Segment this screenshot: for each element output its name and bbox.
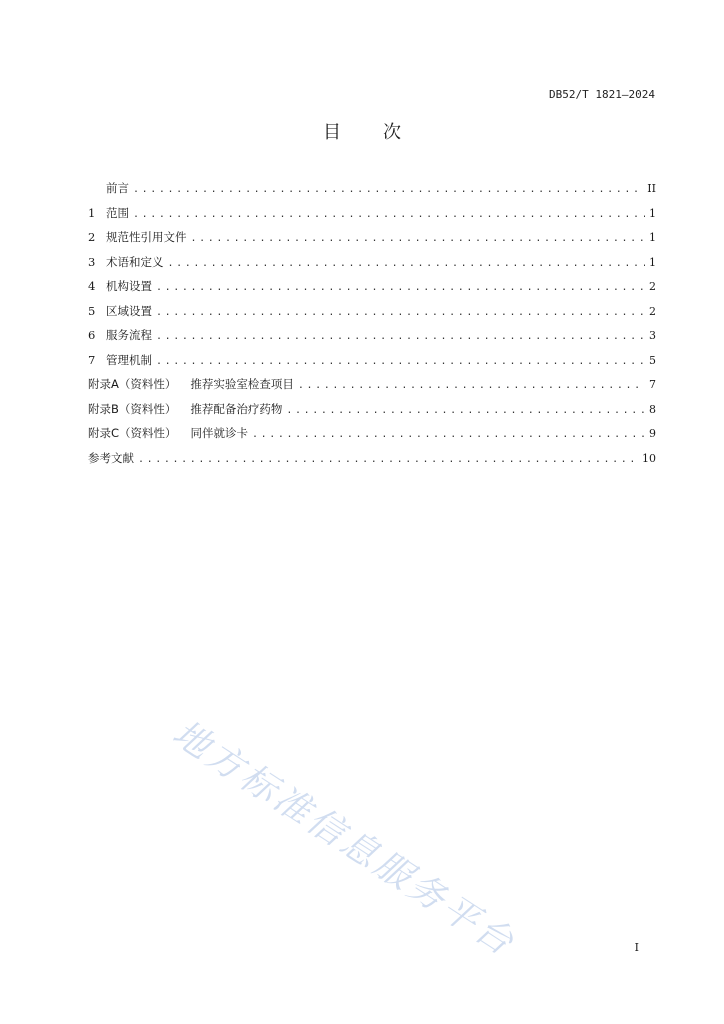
- toc-label: 机构设置: [106, 279, 152, 293]
- toc-leader: [168, 258, 646, 269]
- toc-number: 7: [88, 352, 96, 367]
- toc-label: 参考文献: [88, 450, 134, 465]
- toc-page: 1: [649, 255, 656, 269]
- toc-page: 1: [649, 231, 656, 244]
- table-of-contents: [88, 180, 656, 474]
- toc-entry[interactable]: [88, 327, 656, 352]
- toc-label: 规范性引用文件: [106, 230, 187, 244]
- toc-entry[interactable]: [88, 278, 656, 303]
- toc-number: 3: [88, 254, 96, 269]
- toc-page: 1: [649, 206, 656, 220]
- toc-label: 附录A（资料性）: [88, 377, 177, 391]
- toc-sublabel: 推荐实验室检查项目: [190, 377, 294, 391]
- toc-entry[interactable]: [88, 352, 656, 377]
- toc-entry[interactable]: [88, 425, 656, 450]
- toc-leader: [156, 282, 645, 293]
- toc-page: 9: [649, 427, 656, 440]
- toc-page: 10: [642, 451, 656, 465]
- page-title: [0, 118, 724, 144]
- toc-entry[interactable]: [88, 376, 656, 401]
- toc-entry[interactable]: [88, 180, 656, 205]
- toc-label: 术语和定义: [106, 254, 164, 269]
- toc-leader: [133, 209, 645, 220]
- page-number: I: [634, 941, 639, 954]
- toc-leader: [156, 331, 645, 342]
- toc-leader: [156, 307, 645, 318]
- toc-leader: [252, 429, 645, 440]
- toc-label: 附录C（资料性）: [88, 426, 177, 440]
- toc-page: 2: [649, 280, 656, 293]
- toc-sublabel: 推荐配备治疗药物: [190, 401, 283, 416]
- toc-page: 7: [649, 378, 656, 391]
- toc-label: 前言: [106, 181, 129, 195]
- toc-leader: [156, 356, 645, 367]
- toc-label: 附录B（资料性）: [88, 401, 177, 416]
- toc-number: 6: [88, 328, 96, 342]
- toc-number: 5: [88, 303, 96, 318]
- toc-entry[interactable]: [88, 254, 656, 279]
- toc-label: 区域设置: [106, 303, 152, 318]
- toc-page: 8: [649, 402, 656, 416]
- toc-page: 2: [649, 304, 656, 318]
- toc-entry[interactable]: [88, 450, 656, 475]
- toc-page: 5: [649, 353, 656, 367]
- toc-page: 3: [649, 329, 656, 342]
- watermark-text: 地方标准信息服务平台: [165, 712, 524, 966]
- toc-entry[interactable]: [88, 205, 656, 230]
- toc-entry[interactable]: [88, 303, 656, 328]
- toc-leader: [298, 380, 645, 391]
- title-char-1: 目: [323, 122, 341, 143]
- toc-label: 管理机制: [106, 352, 152, 367]
- toc-label: 范围: [106, 205, 129, 220]
- toc-leader: [138, 454, 638, 465]
- toc-entry[interactable]: [88, 401, 656, 426]
- toc-entry[interactable]: [88, 229, 656, 254]
- toc-leader: [133, 184, 643, 195]
- toc-number: 1: [88, 205, 96, 220]
- toc-number: 4: [88, 279, 96, 293]
- document-code: DB52/T 1821—2024: [549, 88, 655, 101]
- title-char-2: 次: [383, 122, 401, 143]
- toc-page: II: [647, 182, 656, 195]
- toc-leader: [286, 405, 645, 416]
- toc-label: 服务流程: [106, 328, 152, 342]
- toc-sublabel: 同伴就诊卡: [190, 426, 249, 440]
- toc-number: 2: [88, 230, 96, 244]
- toc-leader: [191, 233, 646, 244]
